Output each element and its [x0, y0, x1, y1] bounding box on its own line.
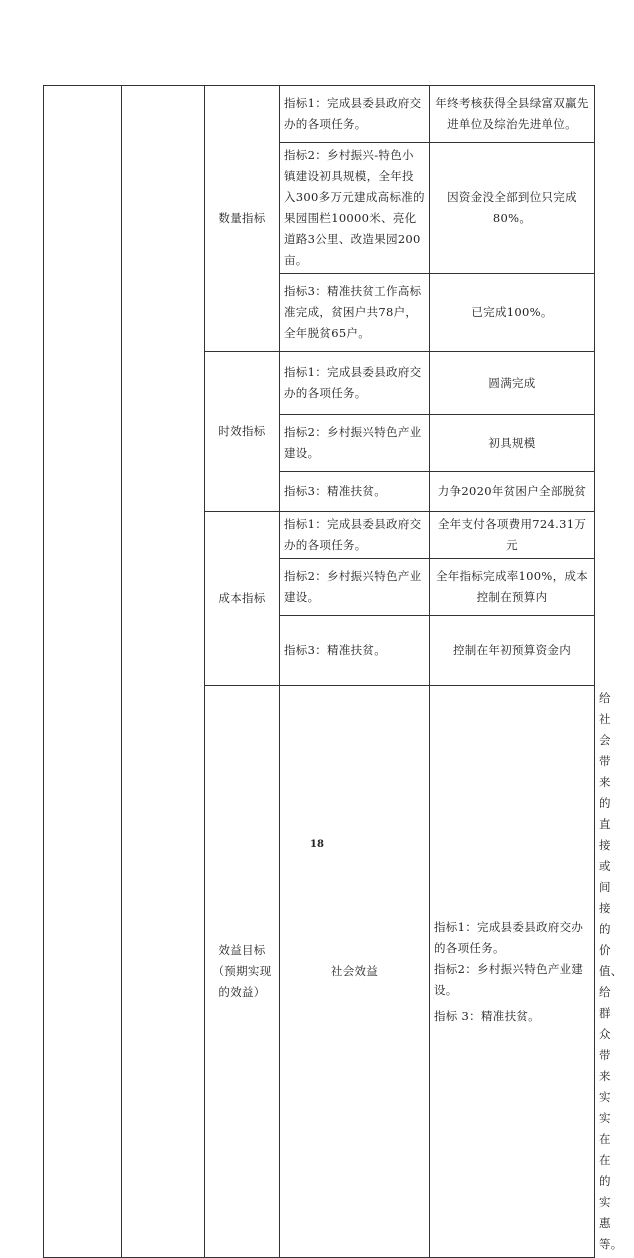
social-indicator-3: 指标 3：精准扶贫。 [434, 1008, 540, 1023]
cost-indicator-label: 成本指标 [205, 512, 280, 686]
timeliness-indicator-1: 指标1：完成县委县政府交办的各项任务。 [280, 352, 430, 415]
page-number: 18 [310, 839, 324, 850]
timeliness-indicator-label: 时效指标 [205, 352, 280, 512]
social-benefit-label: 社会效益 [280, 686, 430, 1258]
quantity-value-3: 已完成100%。 [430, 274, 595, 352]
social-indicators-cell [430, 686, 595, 1258]
cost-indicator-2: 指标2：乡村振兴特色产业建设。 [280, 559, 430, 616]
performance-table: 数量指标 指标1：完成县委县政府交办的各项任务。 年终考核获得全县绿富双赢先进单位及综治先进单位。 指标2：乡村振兴-特色小镇建设初具规模，全年投入300多万元建成高标准的果园围栏10000米、亮化道路3公里、改造果园200亩。 因资金没全部到位只完成80%。 指标3：精准扶贫工作高标准完成，贫困户共78户，全年脱贫65户。 已完成100%。 时效指标 指标1：完成县委县政府交办的各项任务。 圆满完成 指标2：乡村振兴特色产业建设。 初具规模 指标3：精准扶贫。 力争2020年贫困户全部脱贫 成本指标 指标1：完成县委县政府交办的各项任务。 全年支付各项费用724.31万元 指标2：乡村振兴特色产业建设。 全年指标完成率100%，成本控制在预算内 指标3：精准扶贫。 控制在年初预算资金内 效益目标（预期实现的效益） 社会效益 指标1：完成县委县政府交办的各项任务。 指标2：乡村振兴特色产业建设。 指标 3：精准扶贫。 给社会带来的直接或间接的价值、给群众带来实实在在的实惠等。 [43, 85, 595, 1258]
quantity-indicator-1: 指标1：完成县委县政府交办的各项任务。 [280, 86, 430, 143]
quantity-indicator-2: 指标2：乡村振兴-特色小镇建设初具规模，全年投入300多万元建成高标准的果园围栏10000米、亮化道路3公里、改造果园200亩。 [280, 143, 430, 274]
timeliness-value-2: 初具规模 [430, 415, 595, 472]
sub-category-cell [122, 86, 205, 1258]
outer-category-cell [44, 86, 122, 1258]
quantity-indicator-label: 数量指标 [205, 86, 280, 352]
cost-indicator-3: 指标3：精准扶贫。 [280, 616, 430, 686]
cost-value-1: 全年支付各项费用724.31万元 [430, 512, 595, 559]
timeliness-value-3: 力争2020年贫困户全部脱贫 [430, 472, 595, 512]
quantity-value-2: 因资金没全部到位只完成80%。 [430, 143, 595, 274]
cost-value-2: 全年指标完成率100%，成本控制在预算内 [430, 559, 595, 616]
timeliness-indicator-3: 指标3：精准扶贫。 [280, 472, 430, 512]
timeliness-value-1: 圆满完成 [430, 352, 595, 415]
timeliness-indicator-2: 指标2：乡村振兴特色产业建设。 [280, 415, 430, 472]
cost-value-3: 控制在年初预算资金内 [430, 616, 595, 686]
quantity-indicator-3: 指标3：精准扶贫工作高标准完成，贫困户共78户，全年脱贫65户。 [280, 274, 430, 352]
social-indicator-1: 指标1：完成县委县政府交办的各项任务。 [434, 919, 584, 955]
quantity-value-1: 年终考核获得全县绿富双赢先进单位及综治先进单位。 [430, 86, 595, 143]
social-indicator-2: 指标2：乡村振兴特色产业建设。 [434, 961, 584, 997]
cost-indicator-1: 指标1：完成县委县政府交办的各项任务。 [280, 512, 430, 559]
benefit-target-label: 效益目标（预期实现的效益） [205, 686, 280, 1258]
